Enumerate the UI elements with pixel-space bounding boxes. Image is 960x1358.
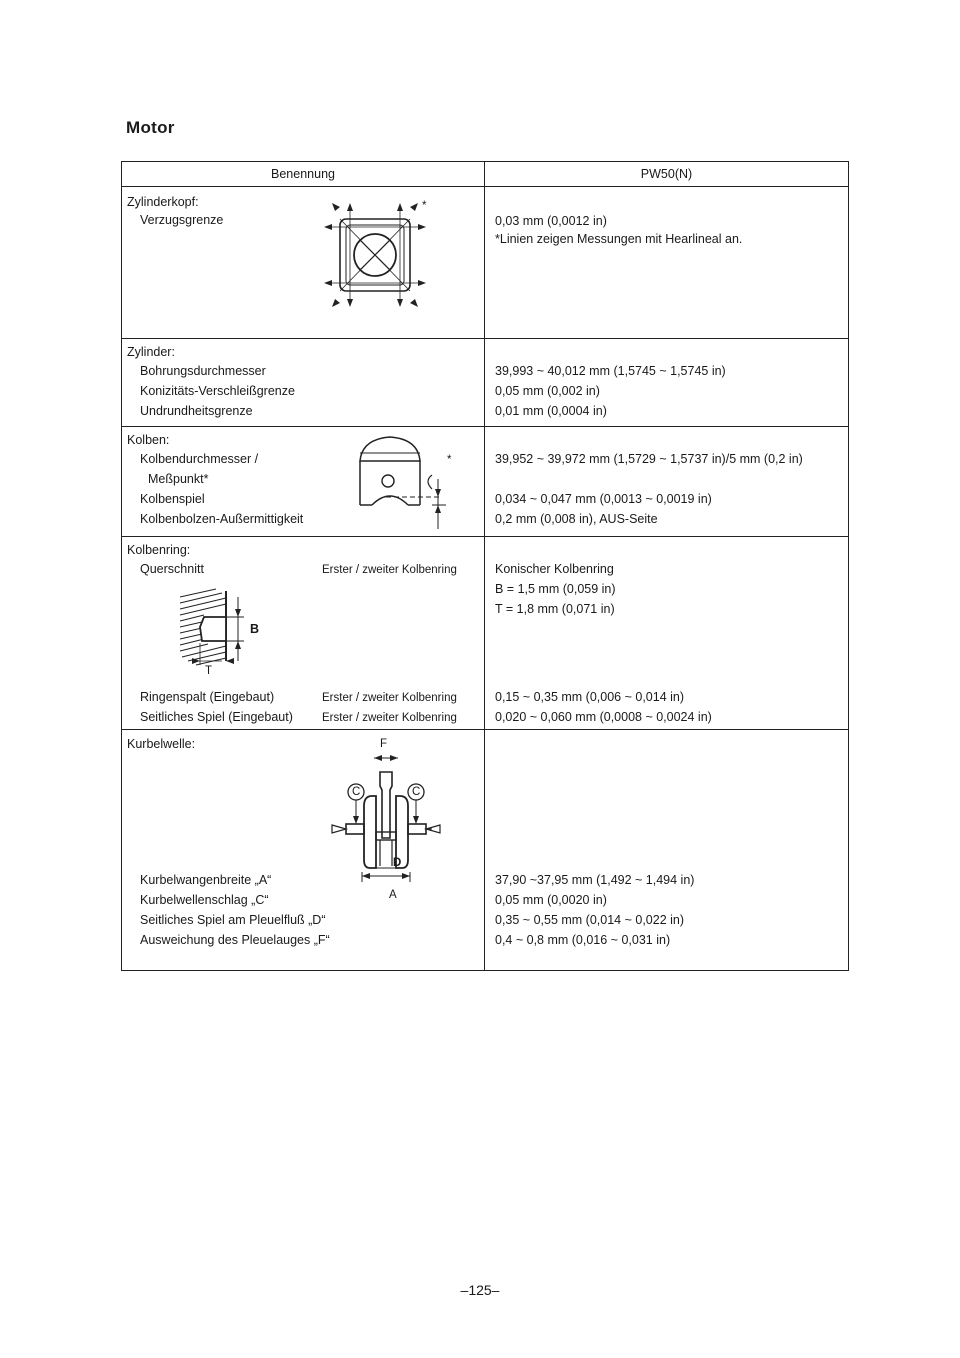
kurbelwelle-value-2: 0,35 ~ 0,55 mm (0,014 ~ 0,022 in): [495, 913, 685, 927]
kolbenring-heading: Kolbenring:: [127, 543, 191, 557]
spec-table: [121, 161, 849, 971]
piston-measuring-diagram: [352, 431, 452, 531]
kurbelwelle-heading: Kurbelwelle:: [127, 737, 196, 751]
page-title: Motor: [126, 118, 175, 137]
querschnitt-ring-label: Erster / zweiter Kolbenring: [322, 564, 457, 576]
kurbelwelle-value-1: 0,05 mm (0,0020 in): [495, 893, 607, 907]
fig-label-t: T: [205, 665, 213, 677]
crankshaft-diagram: [322, 750, 462, 890]
table-header: [122, 162, 848, 187]
fig-label-a: A: [389, 889, 397, 901]
header-model: PW50(N): [640, 167, 693, 181]
kolbenring-value-1: B = 1,5 mm (0,059 in): [495, 582, 616, 596]
zylinder-value-2: 0,01 mm (0,0004 in): [495, 404, 607, 418]
kolben-star: *: [447, 454, 452, 466]
kolbenring-value-3: 0,15 ~ 0,35 mm (0,006 ~ 0,014 in): [495, 690, 685, 704]
kurbelwelle-item-2: Seitliches Spiel am Pleuelfluß „D“: [140, 913, 326, 927]
seitliches-ring-label: Erster / zweiter Kolbenring: [322, 712, 457, 724]
kolben-heading: Kolben:: [127, 433, 170, 447]
kurbelwelle-item-3: Ausweichung des Pleuelauges „F“: [140, 933, 330, 947]
zylinder-value-0: 39,993 ~ 40,012 mm (1,5745 ~ 1,5745 in): [495, 364, 726, 378]
kolbenring-value-2: T = 1,8 mm (0,071 in): [495, 602, 615, 616]
section-kolben: [122, 427, 848, 537]
kolben-item-2: Kolbenspiel: [140, 492, 205, 506]
zylinder-item-2: Undrundheitsgrenze: [140, 404, 253, 418]
cylinder-head-flatness-diagram: [314, 197, 434, 317]
kolben-item-0: Kolbendurchmesser /: [140, 452, 259, 466]
kolbenring-item-1: Seitliches Spiel (Eingebaut): [140, 710, 293, 724]
kolben-value-2: 0,2 mm (0,008 in), AUS-Seite: [495, 512, 658, 526]
kolbenring-value-4: 0,020 ~ 0,060 mm (0,0008 ~ 0,0024 in): [495, 710, 712, 724]
kolbenring-value-0: Konischer Kolbenring: [495, 562, 614, 576]
kolben-value-1: 0,034 ~ 0,047 mm (0,0013 ~ 0,0019 in): [495, 492, 712, 506]
fig-label-b: B: [250, 622, 260, 636]
zylinder-value-1: 0,05 mm (0,002 in): [495, 384, 600, 398]
page-number: –125–: [460, 1282, 500, 1298]
section-kurbelwelle: [122, 730, 848, 970]
kolben-value-0: 39,952 ~ 39,972 mm (1,5729 ~ 1,5737 in)/5 mm (0,2 in): [495, 452, 803, 466]
zylinderkopf-star: *: [422, 200, 427, 212]
kolben-item-3: Kolbenbolzen-Außermittigkeit: [140, 512, 304, 526]
kurbelwelle-value-3: 0,4 ~ 0,8 mm (0,016 ~ 0,031 in): [495, 933, 671, 947]
fig-label-f: F: [380, 738, 388, 750]
zylinderkopf-value-0: 0,03 mm (0,0012 in): [495, 214, 607, 228]
verzugsgrenze-label: Verzugsgrenze: [140, 213, 224, 227]
kurbelwelle-value-0: 37,90 ~37,95 mm (1,492 ~ 1,494 in): [495, 873, 695, 887]
zylinder-item-1: Konizitäts-Verschleißgrenze: [140, 384, 295, 398]
fig-label-c-left: C: [352, 786, 361, 798]
section-zylinderkopf: [122, 187, 848, 339]
zylinder-heading: Zylinder:: [127, 345, 175, 359]
kurbelwelle-item-1: Kurbelwellenschlag „C“: [140, 893, 269, 907]
section-kolbenring: [122, 537, 848, 730]
fig-label-d: D: [393, 857, 402, 869]
section-zylinder: [122, 339, 848, 427]
ringenspalt-ring-label: Erster / zweiter Kolbenring: [322, 692, 457, 704]
querschnitt-label: Querschnitt: [140, 562, 204, 576]
header-benennung: Benennung: [122, 162, 485, 186]
zylinder-item-0: Bohrungsdurchmesser: [140, 364, 266, 378]
kurbelwelle-item-0: Kurbelwangenbreite „A“: [140, 873, 272, 887]
kolbenring-item-0: Ringenspalt (Eingebaut): [140, 690, 275, 704]
zylinderkopf-value-1: *Linien zeigen Messungen mit Hearlineal an.: [495, 232, 743, 246]
zylinderkopf-heading: Zylinderkopf:: [127, 195, 199, 209]
kolben-item-1: Meßpunkt*: [148, 472, 209, 486]
fig-label-c-right: C: [412, 786, 421, 798]
